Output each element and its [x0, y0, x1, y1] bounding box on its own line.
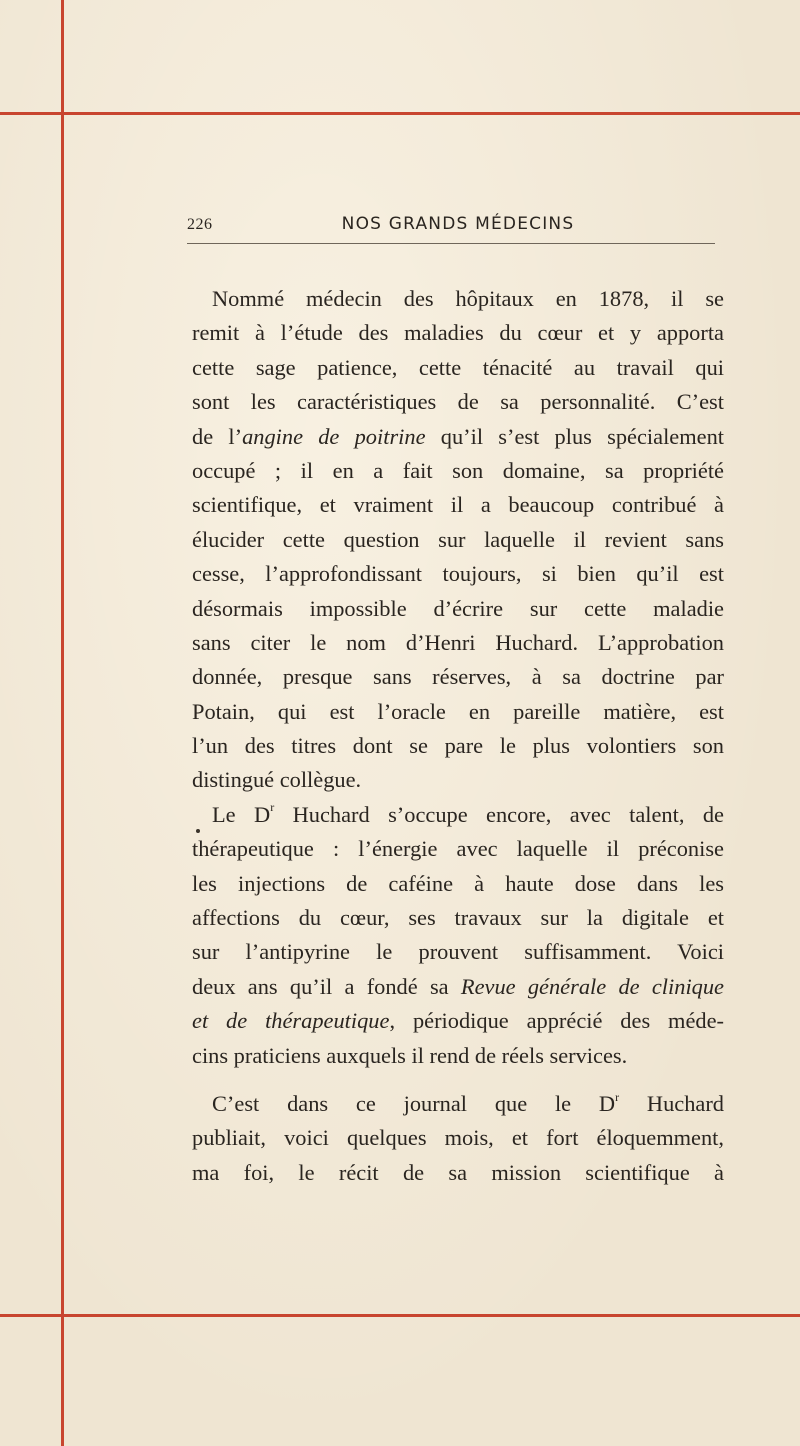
text-line	[192, 1004, 724, 1038]
text-run: de l’	[192, 423, 243, 449]
paragraph-1	[192, 282, 724, 798]
text-line: sans citer le nom d’Henri Huchard. L’approbation	[192, 629, 724, 655]
text-line: désormais impossible d’écrire sur cette maladie	[192, 595, 724, 621]
text-line: sont les caractéristiques de sa personnalité. C’est	[192, 389, 724, 415]
text-run: Le D	[212, 801, 271, 827]
italic-title: Revue générale de clinique	[460, 973, 724, 999]
text-line: l’un des titres dont se pare le plus volontiers son	[192, 733, 724, 759]
text-line: remit à l’étude des maladies du cœur et y apporta	[192, 320, 724, 346]
text-line: occupé ; il en a fait son domaine, sa propriété	[192, 457, 724, 483]
margin-rule-bottom	[0, 1314, 800, 1317]
running-head: NOS GRANDS MÉDECINS	[341, 214, 575, 234]
text-line: les injections de caféine à haute dose dans les	[192, 870, 724, 896]
text-line: cins praticiens auxquels il rend de réels services.	[192, 1042, 628, 1068]
text-run: , périodique apprécié des méde-	[389, 1008, 724, 1034]
page-number: 226	[187, 216, 213, 233]
text-line	[192, 420, 724, 454]
text-line	[192, 1087, 724, 1121]
text-run: qu’il s’est plus spécialement	[425, 423, 724, 449]
body-text	[192, 282, 724, 1190]
text-run: Huchard s’occupe encore, avec talent, de	[274, 801, 724, 827]
italic-term: angine de poitrine	[242, 423, 426, 449]
text-run: C’est dans ce journal que le D	[212, 1090, 616, 1116]
text-line: thérapeutique : l’énergie avec laquelle il préconise	[192, 836, 724, 862]
text-line: élucider cette question sur laquelle il revient sans	[192, 526, 724, 552]
text-line: sur l’antipyrine le prouvent suffisamment. Voici	[192, 939, 724, 965]
text-line: cette sage patience, cette ténacité au travail qui	[192, 354, 724, 380]
paragraph-3	[192, 1087, 724, 1190]
text-line: Potain, qui est l’oracle en pareille matière, est	[192, 698, 724, 724]
text-line: distingué collègue.	[192, 767, 362, 793]
italic-title: et de thérapeutique	[192, 1008, 390, 1034]
text-line: cesse, l’approfondissant toujours, si bien qu’il est	[192, 561, 724, 587]
text-line: donnée, presque sans réserves, à sa doctrine par	[192, 664, 724, 690]
paragraph-2	[192, 798, 724, 1073]
text-line: publiait, voici quelques mois, et fort éloquemment,	[192, 1125, 724, 1151]
text-line: ma foi, le récit de sa mission scientifique à	[192, 1159, 724, 1185]
page-header	[187, 212, 715, 242]
text-run: Huchard	[619, 1090, 724, 1116]
header-rule	[187, 243, 715, 244]
text-line	[192, 798, 724, 832]
margin-rule-top	[0, 112, 800, 115]
text-line	[192, 970, 724, 1004]
text-line: scientifique, et vraiment il a beaucoup contribué à	[192, 492, 724, 518]
superscript: r	[270, 800, 275, 815]
superscript: r	[615, 1089, 620, 1104]
text-run: deux ans qu’il a fondé sa	[192, 973, 461, 999]
text-line: affections du cœur, ses travaux sur la digitale et	[192, 905, 724, 931]
margin-rule-vertical	[61, 0, 64, 1446]
text-line: Nommé médecin des hôpitaux en 1878, il se	[212, 286, 724, 311]
